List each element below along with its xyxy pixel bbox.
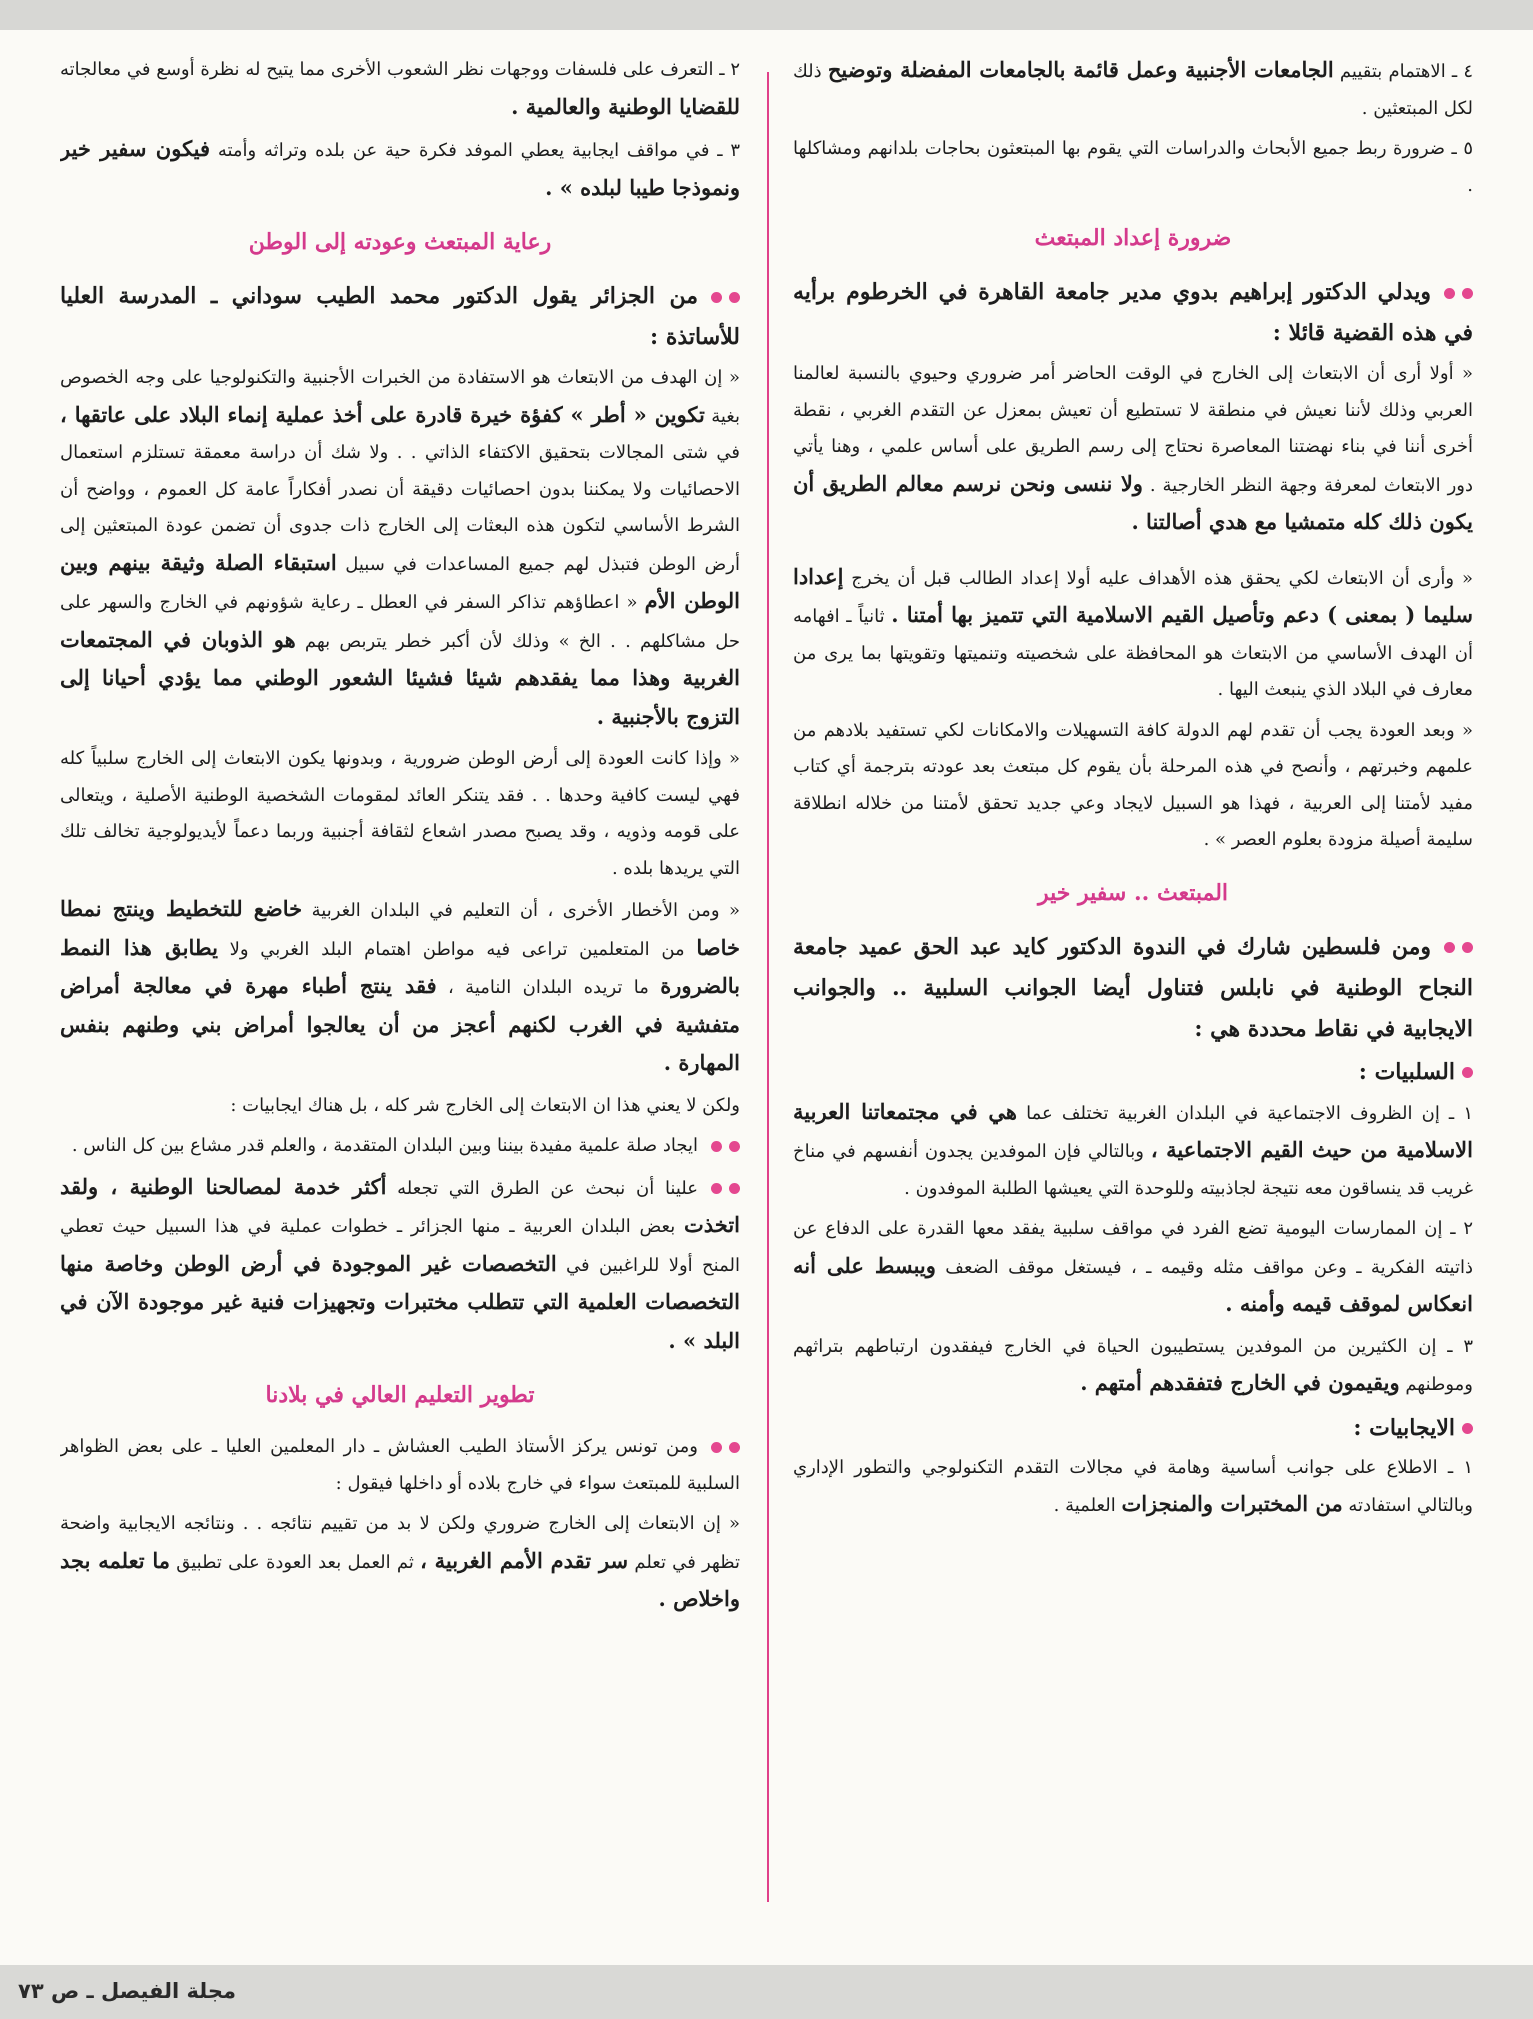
item-5: ٥ ـ ضرورة ربط جميع الأبحاث والدراسات التي يقوم بها المبتعثون بحاجات بلدانهم ومشاكلها . xyxy=(793,138,1473,196)
lead-palestine: ومن فلسطين شارك في الندوة الدكتور كايد عبد الحق عميد جامعة النجاح الوطنية في نابلس فتناول أيضا الجوانب السلبية .. والجوانب الايجابية في نقاط محددة هي : xyxy=(793,927,1473,1050)
heading-preparation: ضرورة إعداد المبتعث xyxy=(1034,225,1232,251)
lead-khartoum: ويدلي الدكتور إبراهيم بدوي مدير جامعة القاهرة في الخرطوم برأيه في هذه القضية قائلا : xyxy=(793,272,1473,354)
quote-khartoum-3: « وبعد العودة يجب أن تقدم لهم الدولة كافة التسهيلات والامكانات لكي تستفيد بلادهم من علمهم وخبرتهم ، وأنصح في هذه المرحلة بأن يقوم كل مبتعث بعد عودته بترجمة أي كتاب مفيد لأمتنا إلى العربية ، فهذا هو السبيل لايجاد وعي جديد تحقق لأمتنا من خلاله انطلاقة سليمة أصيلة مزودة بعلوم العصر » . xyxy=(793,719,1473,850)
quote-khartoum-2: « وأرى أن الابتعاث لكي يحقق هذه الأهداف عليه أولا إعداد الطالب قبل أن يخرج إعدادا سليما ( بمعنى ) دعم وتأصيل القيم الاسلامية التي تتميز بها أمتنا . ثانياً ـ افهامه أن الهدف الأساسي من الابتعاث هو المحافظة على شخصيته وتنميتها وتقويتها بما يرى من معارف في البلاد الذي ينبعث اليها . xyxy=(793,563,1473,700)
heading-higher-education: تطوير التعليم العالي في بلادنا xyxy=(265,1382,535,1408)
positive-2: ٢ ـ التعرف على فلسفات ووجهات نظر الشعوب الأخرى مما يتيح له نظرة أوسع في معالجاته للقضايا الوطنية والعالمية . xyxy=(60,59,740,119)
negative-3: ٣ ـ إن الكثيرين من الموفدين يستطيبون الحياة في الخارج فيفقدون ارتباطهم بتراثهم وموطنهم ويقيمون في الخارج فتفقدهم أمتهم . xyxy=(793,1335,1473,1395)
bullet-dots-icon xyxy=(704,1429,740,1466)
bullet-dots-icon xyxy=(704,1128,740,1165)
quote-algeria-6: علينا أن نبحث عن الطرق التي تجعله أكثر خدمة لمصالحنا الوطنية ، ولقد اتخذت بعض البلدان العربية ـ منها الجزائر ـ خطوات عملية في هذا السبيل حيث تعطي المنح أولا للراغبين في التخصصات غير الموجودة في أرض الوطن وخاصة منها التخصصات العلمية التي تتطلب مختبرات وتجهيزات فنية غير موجودة الآن في البلد » . xyxy=(60,1169,740,1362)
quote-algeria-5: ايجاد صلة علمية مفيدة بيننا وبين البلدان المتقدمة ، والعلم قدر مشاع بين كل الناس . xyxy=(60,1128,740,1165)
quote-tunisia-1: ومن تونس يركز الأستاذ الطيب العشاش ـ دار المعلمين العليا ـ على بعض الظواهر السلبية للمبتعث سواء في خارج بلاده أو داخلها فيقول : xyxy=(60,1429,740,1502)
quote-khartoum-1: « أولا أرى أن الابتعاث إلى الخارج في الوقت الحاضر أمر ضروري وحيوي بالنسبة لعالمنا العربي وذلك لأننا نعيش في منطقة لا تستطيع أن تعيش بمعزل عن التقدم الغربي ، نقطة أخرى أننا في بناء نهضتنا المعاصرة نحتاج إلى رسم الطريق على أساس علمي ، وهنا يأتي دور الابتعاث لمعرفة وجهة النظر الخارجية . ولا ننسى ونحن نرسم معالم الطريق أن يكون ذلك كله متمشيا مع هدي أصالتنا . xyxy=(793,363,1473,534)
bullet-dots-icon xyxy=(704,1171,740,1208)
quote-algeria-4: ولكن لا يعني هذا ان الابتعاث إلى الخارج شر كله ، بل هناك ايجابيات : xyxy=(230,1094,740,1116)
quote-algeria-2: « وإذا كانت العودة إلى أرض الوطن ضرورية ، وبدونها يكون الابتعاث إلى الخارج سلبياً كله فهي ليست كافية وحدها . . فقد يتنكر العائد لمقومات الشخصية الوطنية الأصلية ، ويتعالى على قومه وذويه ، وقد يصبح مصدر اشعاع لثقافة أجنبية وربما دعماً لأيديولوجية تخالف تلك التي يريدها بلده . xyxy=(60,748,740,879)
magazine-page xyxy=(60,52,1473,1922)
left-column xyxy=(60,52,740,1922)
negative-2: ٢ ـ إن الممارسات اليومية تضع الفرد في مواقف سلبية يفقد معها القدرة على الدفاع عن ذاتيته الفكرية ـ وعن مواقف مثله وقيمه ـ ، فيستغل موقف الضعف ويبسط على أنه انعكاس لموقف قيمه وأمنه . xyxy=(793,1218,1473,1316)
quote-tunisia-2: « إن الابتعاث إلى الخارج ضروري ولكن لا بد من تقييم نتائجه . . ونتائجه الايجابية واضحة تظهر في تعلم سر تقدم الأمم الغربية ، ثم العمل بعد العودة على تطبيق ما تعلمه بجد واخلاص . xyxy=(60,1513,740,1611)
quote-algeria-1: « إن الهدف من الابتعاث هو الاستفادة من الخبرات الأجنبية والتكنولوجيا على وجه الخصوص بغية تكوين « أطر » كفؤة خيرة قادرة على أخذ عملية إنماء البلاد على عاتقها ، في شتى المجالات بتحقيق الاكتفاء الذاتي . . ولا شك أن دراسة معمقة تستلزم استعمال الاحصائيات ولا يمكننا بدون احصائيات دقيقة أن نصدر أفكاراً عامة كل العموم ، وواضح أن الشرط الأساسي لتكون هذه البعثات إلى الخارج ذات جدوى أن تضمن عودة المبتعثين إلى أرض الوطن فتبذل لهم جميع المساعدات في سبيل استبقاء الصلة وثيقة بينهم وبين الوطن الأم « اعطاؤهم تذاكر السفر في العطل ـ رعاية شؤونهم في الخارج والسهر على حل مشاكلهم . . الخ » وذلك لأن أكبر خطر يتربص بهم هو الذوبان في المجتمعات الغربية وهذا مما يفقدهم شيئا فشيئا الشعور الوطني مما يؤدي أحيانا إلى التزوج بالأجنبية . xyxy=(60,367,740,729)
heading-care-return: رعاية المبتعث وعودته إلى الوطن xyxy=(248,229,552,255)
bullet-dot-icon xyxy=(1462,1067,1473,1078)
bullet-dots-icon xyxy=(1437,272,1473,313)
page-footer xyxy=(0,1965,1533,2019)
quote-algeria-3: « ومن الأخطار الأخرى ، أن التعليم في البلدان الغربية خاضع للتخطيط وينتج نمطا خاصا من المتعلمين تراعى فيه مواطن اهتمام البلد الغربي ولا يطابق هذا النمط بالضرورة ما تريده البلدان النامية ، فقد ينتج أطباء مهرة في معالجة أمراض متفشية في الغرب لكنهم أعجز من أن يعالجوا أمراض بني وطنهم بنفس المهارة . xyxy=(60,896,740,1075)
lead-algeria: من الجزائر يقول الدكتور محمد الطيب سوداني ـ المدرسة العليا للأساتذة : xyxy=(60,276,740,358)
positive-3: ٣ ـ في مواقف ايجابية يعطي الموفد فكرة حية عن بلده وتراثه وأمته فيكون سفير خير ونموذجا طيبا لبلده » . xyxy=(60,136,740,200)
footer-page-label: مجلة الفيصل ـ ص ٧٣ xyxy=(18,1979,236,2003)
right-column xyxy=(793,52,1473,1922)
column-divider xyxy=(767,72,769,1902)
bullet-dots-icon xyxy=(704,276,740,317)
item-4: ٤ ـ الاهتمام بتقييم الجامعات الأجنبية وعمل قائمة بالجامعات المفضلة وتوضيح ذلك لكل المبتعثين . xyxy=(793,57,1473,119)
bullet-dot-icon xyxy=(1462,1423,1473,1434)
top-band xyxy=(0,0,1533,30)
subhead-negatives: السلبيات : xyxy=(793,1052,1473,1092)
bullet-dots-icon xyxy=(1437,927,1473,968)
positive-1: ١ ـ الاطلاع على جوانب أساسية وهامة في مجالات التقدم التكنولوجي والتطور الإداري وبالتالي استفادته من المختبرات والمنجزات العلمية . xyxy=(793,1456,1473,1516)
negative-1: ١ ـ إن الظروف الاجتماعية في البلدان الغربية تختلف عما هي في مجتمعاتنا العربية الاسلامية من حيث القيم الاجتماعية ، وبالتالي فإن الموفدين يجدون أنفسهم في مناخ غريب قد ينساقون معه نتيجة لجاذبيته وللوحدة التي يعيشها الطلبة الموفدون . xyxy=(793,1098,1473,1199)
subhead-positives: الايجابيات : xyxy=(793,1408,1473,1448)
heading-ambassador: المبتعث .. سفير خير xyxy=(1037,879,1229,906)
